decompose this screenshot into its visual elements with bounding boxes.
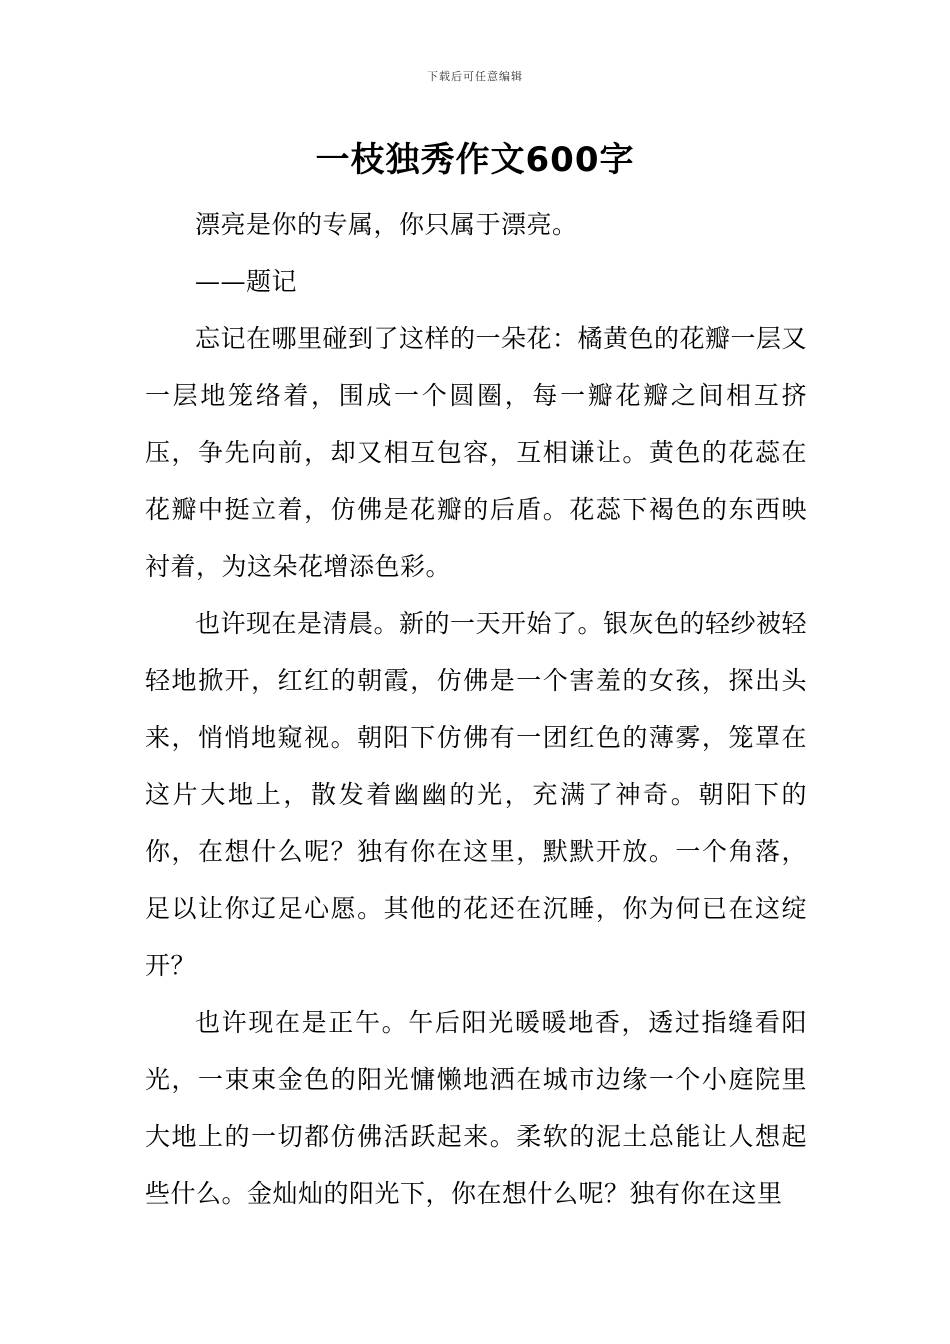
paragraph: 也许现在是清晨。新的一天开始了。银灰色的轻纱被轻轻地掀开，红红的朝霞，仿佛是一个害羞的女孩，探出头来，悄悄地窥视。朝阳下仿佛有一团红色的薄雾，笼罩在这片大地上，散发着幽幽的光，充满了神奇。朝阳下的你，在想什么呢？独有你在这里，默默开放。一个角落，足以让你辽足心愿。其他的花还在沉睡，你为何已在这绽开？ — [145, 609, 808, 980]
paragraph-epigraph-attribution: ——题记 — [195, 267, 298, 296]
header-note: 下载后可任意编辑 — [427, 70, 523, 83]
paragraph: 也许现在是正午。午后阳光暖暖地香，透过指缝看阳光，一束束金色的阳光慵懒地洒在城市边缘一个小庭院里大地上的一切都仿佛活跃起来。柔软的泥土总能让人想起些什么。金灿灿的阳光下，你在想什么呢？独有你在这里 — [145, 1008, 807, 1208]
document-title: 一枝独秀作文600字 — [315, 140, 635, 180]
paragraph: 忘记在哪里碰到了这样的一朵花：橘黄色的花瓣一层又一层地笼络着，围成一个圆圈，每一瓣花瓣之间相互挤压，争先向前，却又相互包容，互相谦让。黄色的花蕊在花瓣中挺立着，仿佛是花瓣的后盾。花蕊下褐色的东西映衬着，为这朵花增添色彩。 — [145, 324, 808, 581]
essay-body — [145, 196, 807, 1222]
paragraph-epigraph: 漂亮是你的专属，你只属于漂亮。 — [195, 210, 578, 239]
